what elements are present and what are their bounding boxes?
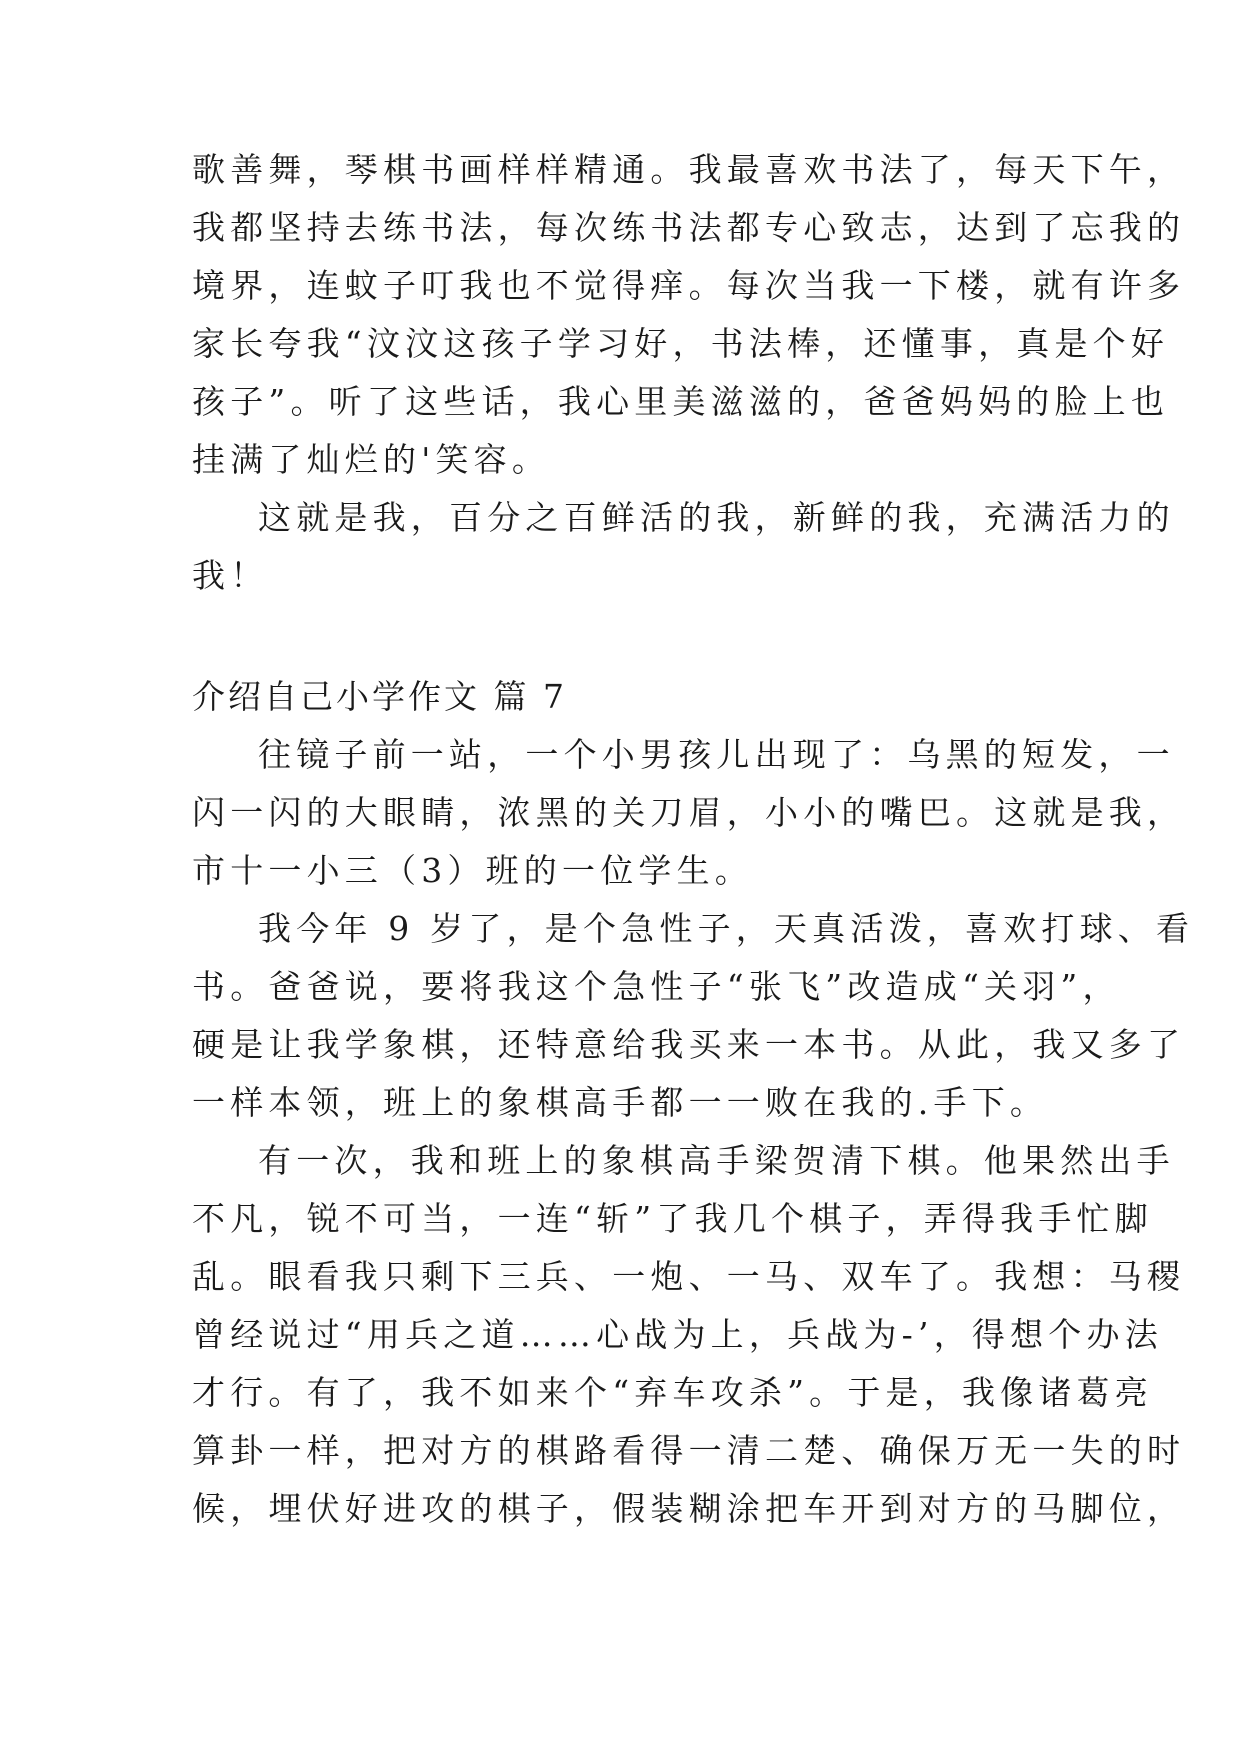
paragraph-line: 我都坚持去练书法，每次练书法都专心致志，达到了忘我的 bbox=[192, 208, 1186, 247]
paragraph-line: 不凡，锐不可当，一连“斩”了我几个棋子，弄得我手忙脚 bbox=[192, 1199, 1153, 1238]
paragraph-line: 闪一闪的大眼睛，浓黑的关刀眉，小小的嘴巴。这就是我， bbox=[192, 793, 1186, 832]
paragraph-line: 我今年 9 岁了，是个急性子，天真活泼，喜欢打球、看 bbox=[258, 909, 1195, 948]
paragraph-line: 有一次，我和班上的象棋高手梁贺清下棋。他果然出手 bbox=[258, 1141, 1175, 1180]
paragraph-line: 书。爸爸说，要将我这个急性子“张飞”改造成“关羽”， bbox=[192, 967, 1121, 1006]
paragraph-line: 才行。有了，我不如来个“弃车攻杀”。于是，我像诸葛亮 bbox=[192, 1373, 1153, 1412]
section-heading: 介绍自己小学作文 篇 7 bbox=[192, 677, 567, 716]
paragraph-line: 孩子”。听了这些话，我心里美滋滋的，爸爸妈妈的脸上也 bbox=[192, 382, 1170, 421]
paragraph-line: 乱。眼看我只剩下三兵、一炮、一马、双车了。我想：马稷 bbox=[192, 1257, 1186, 1296]
paragraph-line: 挂满了灿烂的'笑容。 bbox=[192, 440, 551, 479]
paragraph-line: 候，埋伏好进攻的棋子，假装糊涂把车开到对方的马脚位， bbox=[192, 1489, 1186, 1528]
paragraph-line: 曾经说过“用兵之道……心战为上，兵战为-’，得想个办法 bbox=[192, 1315, 1163, 1354]
paragraph-line: 市十一小三（3）班的一位学生。 bbox=[192, 851, 753, 890]
paragraph-line: 算卦一样，把对方的棋路看得一清二楚、确保万无一失的时 bbox=[192, 1431, 1186, 1470]
paragraph-line: 我！ bbox=[192, 556, 269, 595]
paragraph-line: 家长夸我“汶汶这孩子学习好，书法棒，还懂事，真是个好 bbox=[192, 324, 1170, 363]
paragraph-line: 硬是让我学象棋，还特意给我买来一本书。从此，我又多了 bbox=[192, 1025, 1186, 1064]
paragraph-line: 一样本领，班上的象棋高手都一一败在我的.手下。 bbox=[192, 1083, 1049, 1122]
paragraph-line: 境界，连蚊子叮我也不觉得痒。每次当我一下楼，就有许多 bbox=[192, 266, 1186, 305]
paragraph-line: 歌善舞，琴棋书画样样精通。我最喜欢书法了，每天下午， bbox=[192, 150, 1186, 189]
paragraph-line: 这就是我，百分之百鲜活的我，新鲜的我，充满活力的 bbox=[258, 498, 1175, 537]
paragraph-line: 往镜子前一站，一个小男孩儿出现了：乌黑的短发，一 bbox=[258, 735, 1175, 774]
